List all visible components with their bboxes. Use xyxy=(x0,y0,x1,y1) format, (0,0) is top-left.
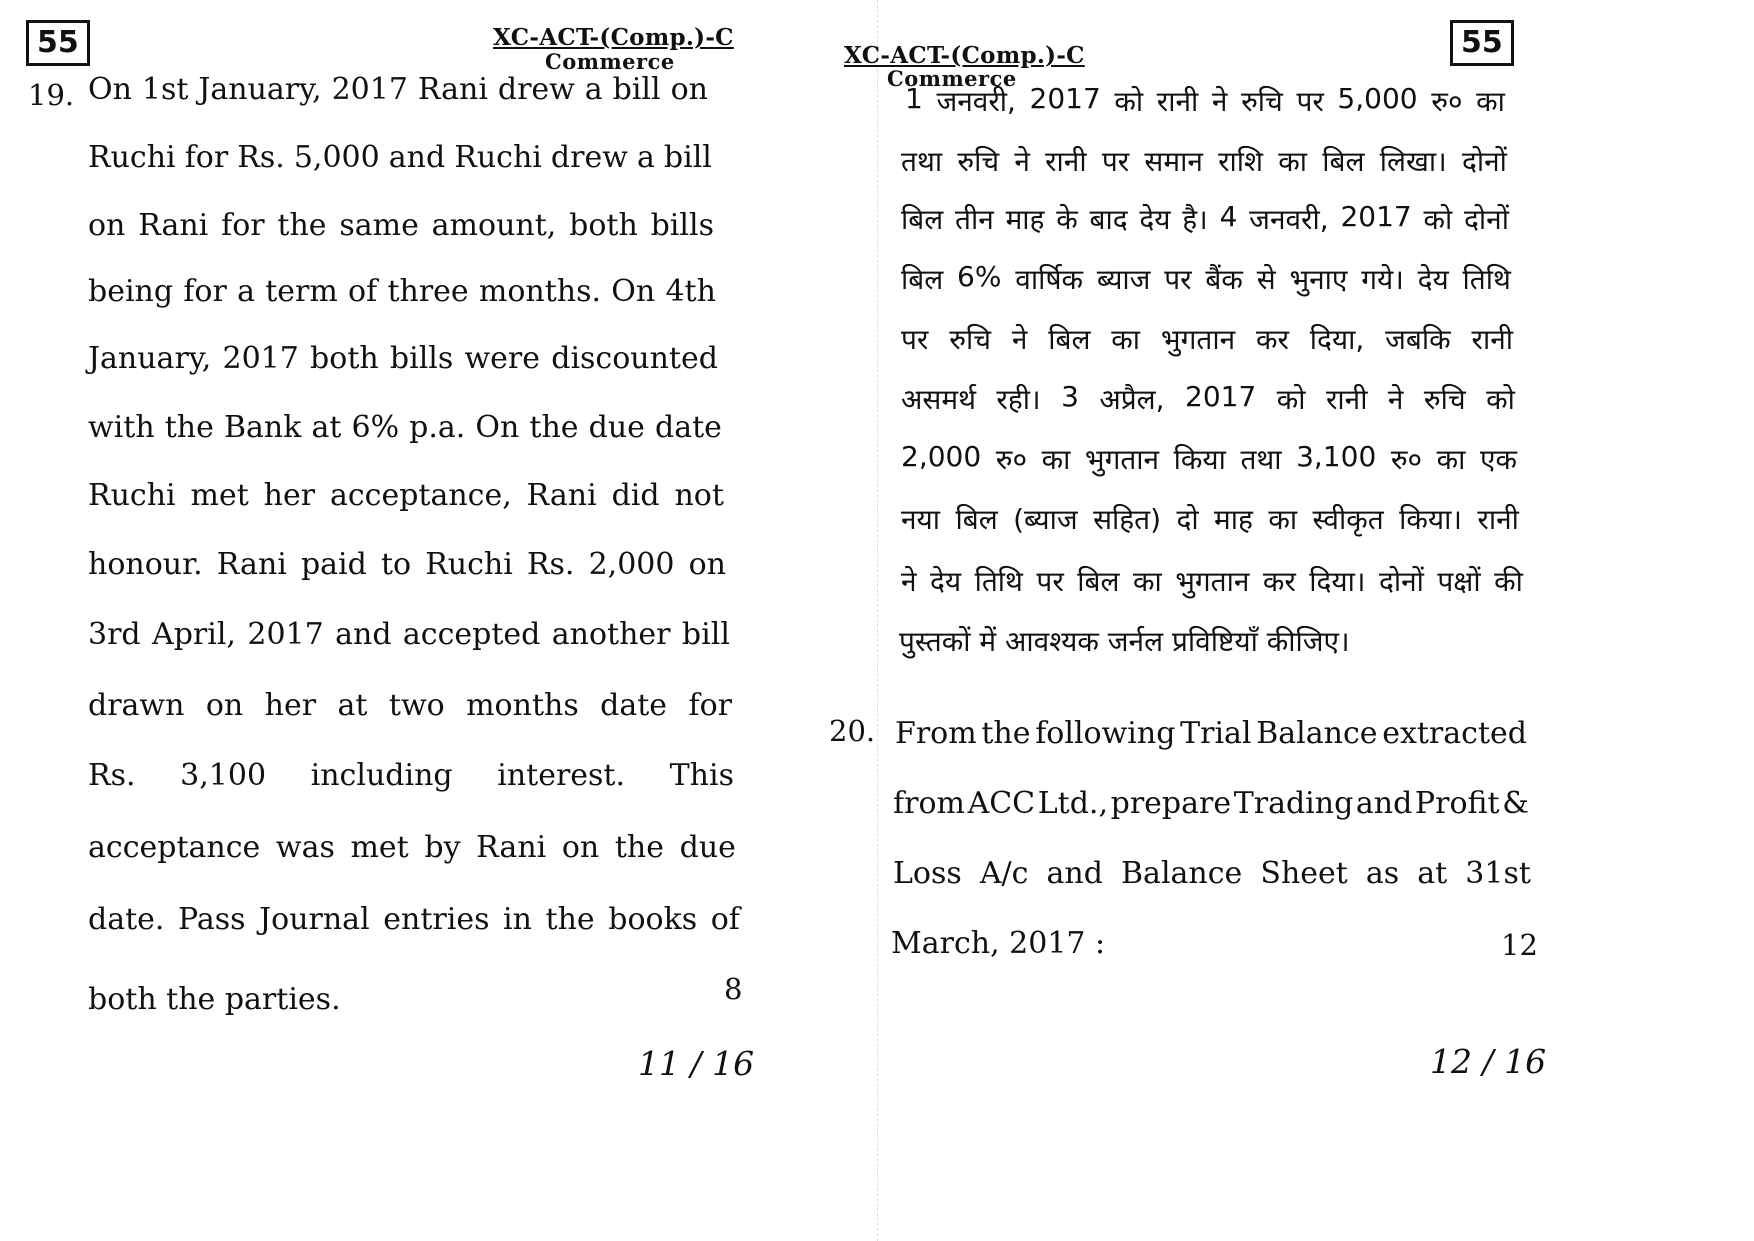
question-line: both the parties. xyxy=(88,982,341,1017)
hindi-line: बिल तीन माह के बाद देय है। 4 जनवरी, 2017 को दोनों xyxy=(901,200,1509,236)
paper-code: XC-ACT-(Comp.)-C xyxy=(493,24,734,51)
question-line: January, 2017 both bills were discounted xyxy=(88,341,718,376)
hindi-line: ने देय तिथि पर बिल का भुगतान कर दिया। दोनों पक्षों की xyxy=(901,565,1523,598)
question-line: Loss A/c and Balance Sheet as at 31st xyxy=(893,856,1531,891)
question-line: drawn on her at two months date for xyxy=(88,688,732,723)
question-line: date. Pass Journal entries in the books of xyxy=(88,902,740,937)
hindi-line: 1 जनवरी, 2017 को रानी ने रुचि पर 5,000 रु० का xyxy=(905,82,1505,118)
question-marks: 12 xyxy=(1501,928,1538,962)
page-number-box: 55 xyxy=(26,20,90,66)
question-number: 19. xyxy=(28,78,75,112)
question-line: being for a term of three months. On 4th xyxy=(88,274,716,309)
subject-label: Commerce xyxy=(545,49,675,74)
subject-label: Commerce xyxy=(887,66,1017,91)
question-line: acceptance was met by Rani on the due xyxy=(88,830,736,865)
question-line: with the Bank at 6% p.a. On the due date xyxy=(88,410,722,445)
hindi-line: पर रुचि ने बिल का भुगतान कर दिया, जबकि रानी xyxy=(901,323,1513,356)
question-line: from ACC Ltd., prepare Trading and Profit & xyxy=(893,786,1529,821)
question-line: Ruchi met her acceptance, Rani did not xyxy=(88,478,724,513)
right-page xyxy=(829,0,1754,1241)
question-marks: 8 xyxy=(724,972,743,1006)
question-line: Ruchi for Rs. 5,000 and Ruchi drew a bill xyxy=(88,140,712,175)
question-line: From the following Trial Balance extracted xyxy=(895,716,1527,751)
hindi-line: तथा रुचि ने रानी पर समान राशि का बिल लिखा। दोनों xyxy=(901,145,1507,178)
question-line: March, 2017 : xyxy=(891,926,1106,961)
hindi-line: 2,000 रु० का भुगतान किया तथा 3,100 रु० का एक xyxy=(901,440,1517,476)
question-line: honour. Rani paid to Ruchi Rs. 2,000 on xyxy=(88,547,726,582)
page-number-box: 55 xyxy=(1450,20,1514,66)
question-line: On 1st January, 2017 Rani drew a bill on xyxy=(88,72,708,107)
page-footer: 12 / 16 xyxy=(1430,1042,1547,1081)
question-line: Rs. 3,100 including interest. This xyxy=(88,758,734,793)
paper-code: XC-ACT-(Comp.)-C xyxy=(844,42,1085,69)
question-line: on Rani for the same amount, both bills xyxy=(88,208,714,243)
hindi-line: असमर्थ रही। 3 अप्रैल, 2017 को रानी ने रुचि को xyxy=(901,380,1515,416)
question-number: 20. xyxy=(829,714,876,748)
question-line: 3rd April, 2017 and accepted another bill xyxy=(88,617,730,652)
page-footer: 11 / 16 xyxy=(638,1044,755,1083)
hindi-line: पुस्तकों में आवश्यक जर्नल प्रविष्टियाँ कीजिए। xyxy=(899,625,1350,658)
hindi-line: नया बिल (ब्याज सहित) दो माह का स्वीकृत किया। रानी xyxy=(901,503,1519,536)
hindi-line: बिल 6% वार्षिक ब्याज पर बैंक से भुनाए गये। देय तिथि xyxy=(901,260,1511,296)
